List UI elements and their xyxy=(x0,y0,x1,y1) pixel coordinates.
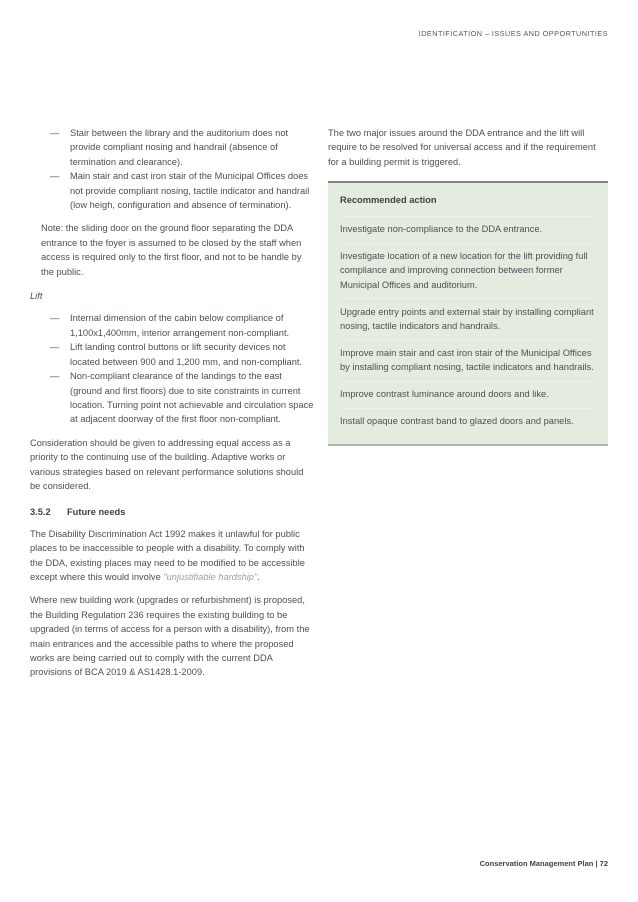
list-item xyxy=(30,311,315,340)
lift-subheading: Lift xyxy=(30,291,43,302)
lift-issues-list xyxy=(30,311,315,426)
recommended-action-item: Investigate location of a new location for the lift providing full compliance and improving connection between former Municipal Offices and auditorium. xyxy=(340,243,596,299)
recommended-action-title: Recommended action xyxy=(340,195,437,206)
right-column xyxy=(328,126,608,689)
list-item-text: Stair between the library and the auditorium does not provide compliant nosing and handrail (absence of termination and clearance). xyxy=(70,128,289,167)
recommended-action-box xyxy=(328,181,608,445)
list-item-text: Lift landing control buttons or lift security devices not located between 900 and 1,200 mm, and non-compliant. xyxy=(70,342,303,367)
dda-paragraph xyxy=(30,527,315,585)
list-item xyxy=(30,340,315,369)
list-item xyxy=(30,169,315,212)
list-item xyxy=(30,126,315,169)
list-item xyxy=(30,369,315,427)
recommended-action-item: Improve contrast luminance around doors and like. xyxy=(340,381,596,408)
recommended-action-item: Upgrade entry points and external stair by installing compliant nosing, tactile indicators and handrails. xyxy=(340,298,596,339)
recommended-action-item: Improve main stair and cast iron stair of the Municipal Offices by installing compliant nosing, tactile indicators and handrails. xyxy=(340,340,596,381)
recommended-action-item: Investigate non-compliance to the DDA entrance. xyxy=(340,216,596,243)
dash-bullet-icon: — xyxy=(50,128,60,138)
page-footer: Conservation Management Plan | 72 xyxy=(479,859,608,868)
building-regulation-paragraph: Where new building work (upgrades or refurbishment) is proposed, the Building Regulation 236 requires the existing building to be upgraded (in terms of access for a person with a disability), from the main entrances and the accessible paths to where the proposed works are being carried out to comply with the current DDA provisions of BCA 2019 & AS1428.1-2009. xyxy=(30,595,310,678)
intro-paragraph: The two major issues around the DDA entrance and the lift will require to be resolved for universal access and if the requirement for a building permit is triggered. xyxy=(328,128,596,167)
dash-bullet-icon: — xyxy=(50,313,60,324)
list-item-text: Internal dimension of the cabin below compliance of 1,100x1,400mm, interior arrangement non-compliant. xyxy=(70,313,290,338)
section-title: Future needs xyxy=(67,507,126,518)
recommended-action-item: Install opaque contrast band to glazed doors and panels. xyxy=(340,408,596,435)
access-issues-list xyxy=(30,126,315,212)
list-item-text: Non-compliant clearance of the landings to the east (ground and first floors) due to site constraints in current location. Turning point not achievable and circulation space at adjacent doorway of the first floor non-compliant. xyxy=(70,371,314,425)
note-paragraph: Note: the sliding door on the ground floor separating the DDA entrance to the foyer is assumed to be closed by the staff when access is required only to the first floor, and not to be handle by the public. xyxy=(41,223,302,277)
dda-paragraph-period: . xyxy=(257,571,260,582)
running-header: IDENTIFICATION – ISSUES AND OPPORTUNITIES xyxy=(418,29,608,38)
dash-bullet-icon: — xyxy=(50,371,60,382)
quoted-term: "unjustifiable hardship" xyxy=(163,571,258,582)
dash-bullet-icon: — xyxy=(50,171,60,182)
section-number: 3.5.2 xyxy=(30,507,51,518)
left-column xyxy=(30,126,315,689)
list-item-text: Main stair and cast iron stair of the Municipal Offices does not provide compliant nosing, tactile indicator and handrail (low heigh, configuration and absence of termination). xyxy=(70,171,310,211)
consideration-paragraph: Consideration should be given to addressing equal access as a priority to the continuing use of the building. Adaptive works or various strategies based on relevant performance solutions should be considered. xyxy=(30,437,304,491)
dda-paragraph-text: The Disability Discrimination Act 1992 makes it unlawful for public places to be inaccessible to people with a disability. To comply with the DDA, existing places may need to be modified to be accessible except where this would involve xyxy=(30,528,305,582)
dash-bullet-icon: — xyxy=(50,342,60,353)
content-columns xyxy=(30,126,608,689)
section-heading xyxy=(30,505,315,519)
